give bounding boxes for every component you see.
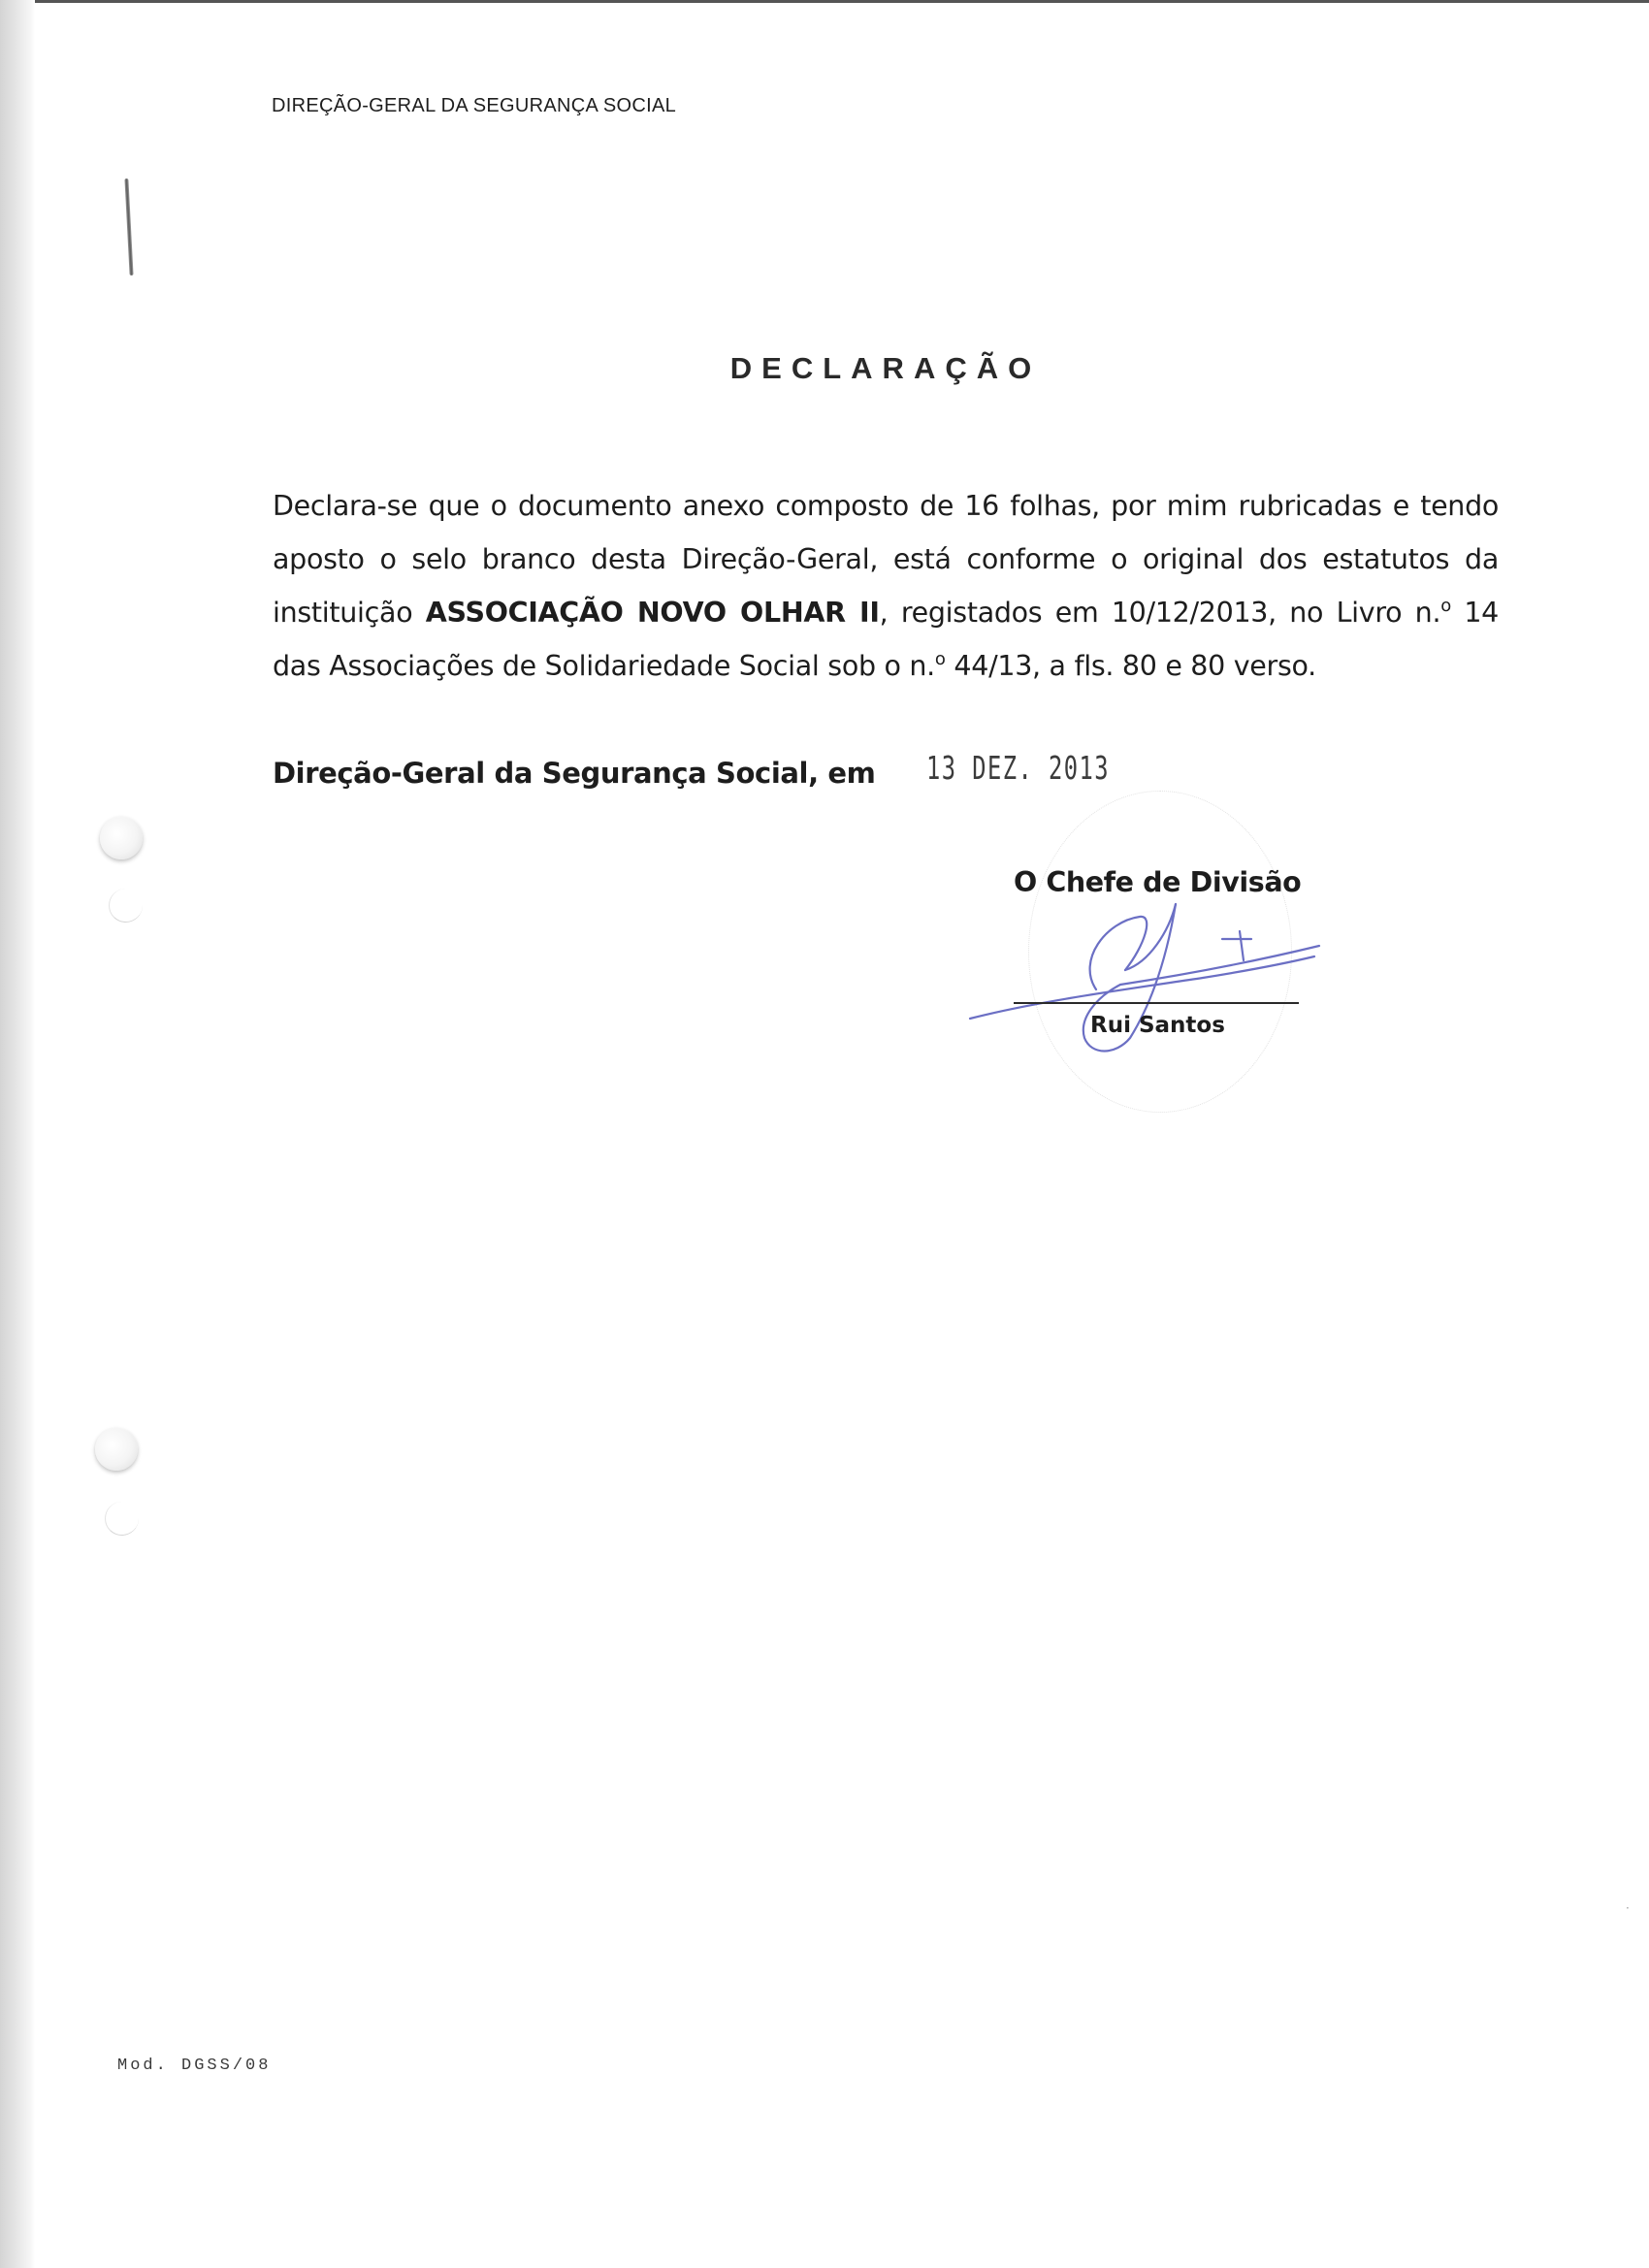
punch-hole-top-shadow bbox=[109, 889, 143, 923]
signatory-role: O Chefe de Divisão bbox=[1014, 866, 1302, 898]
punch-hole-bottom-shadow bbox=[105, 1502, 139, 1536]
place-date-line: Direção-Geral da Segurança Social, em bbox=[273, 757, 876, 790]
handwritten-signature bbox=[960, 892, 1329, 1067]
signature-line bbox=[1014, 1002, 1299, 1004]
body-text-part4: 44/13, a fls. 80 e 80 verso. bbox=[945, 650, 1316, 682]
institution-name: ASSOCIAÇÃO NOVO OLHAR II bbox=[425, 597, 880, 629]
scan-left-edge bbox=[0, 0, 35, 2268]
date-stamp: 13 DEZ. 2013 bbox=[926, 749, 1110, 787]
form-code: Mod. DGSS/08 bbox=[117, 2057, 272, 2075]
punch-hole-top bbox=[100, 817, 143, 859]
staple-mark bbox=[124, 178, 133, 275]
document-title: DECLARAÇÃO bbox=[729, 351, 1042, 385]
signatory-name: Rui Santos bbox=[1090, 1013, 1225, 1038]
declaration-body bbox=[273, 479, 1499, 693]
agency-header: DIREÇÃO-GERAL DA SEGURANÇA SOCIAL bbox=[272, 95, 677, 116]
punch-hole-bottom bbox=[95, 1428, 138, 1471]
body-text-part1: Declara-se que o documento anexo composto de 16 folhas, por mim rubricadas e tendo aposto o selo branco desta Direção-Geral, está conforme o original dos estatutos da instituição bbox=[273, 490, 1499, 629]
ordinal-indicator: o bbox=[934, 649, 946, 669]
scan-top-edge bbox=[0, 0, 1649, 3]
body-text-part3: 14 das Associações de Solidariedade Social sob o n. bbox=[273, 597, 1500, 682]
body-text-part2: , registados em 10/12/2013, no Livro n. bbox=[879, 597, 1441, 629]
stray-mark: · bbox=[1626, 1901, 1630, 1915]
ordinal-indicator: o bbox=[1440, 596, 1451, 616]
